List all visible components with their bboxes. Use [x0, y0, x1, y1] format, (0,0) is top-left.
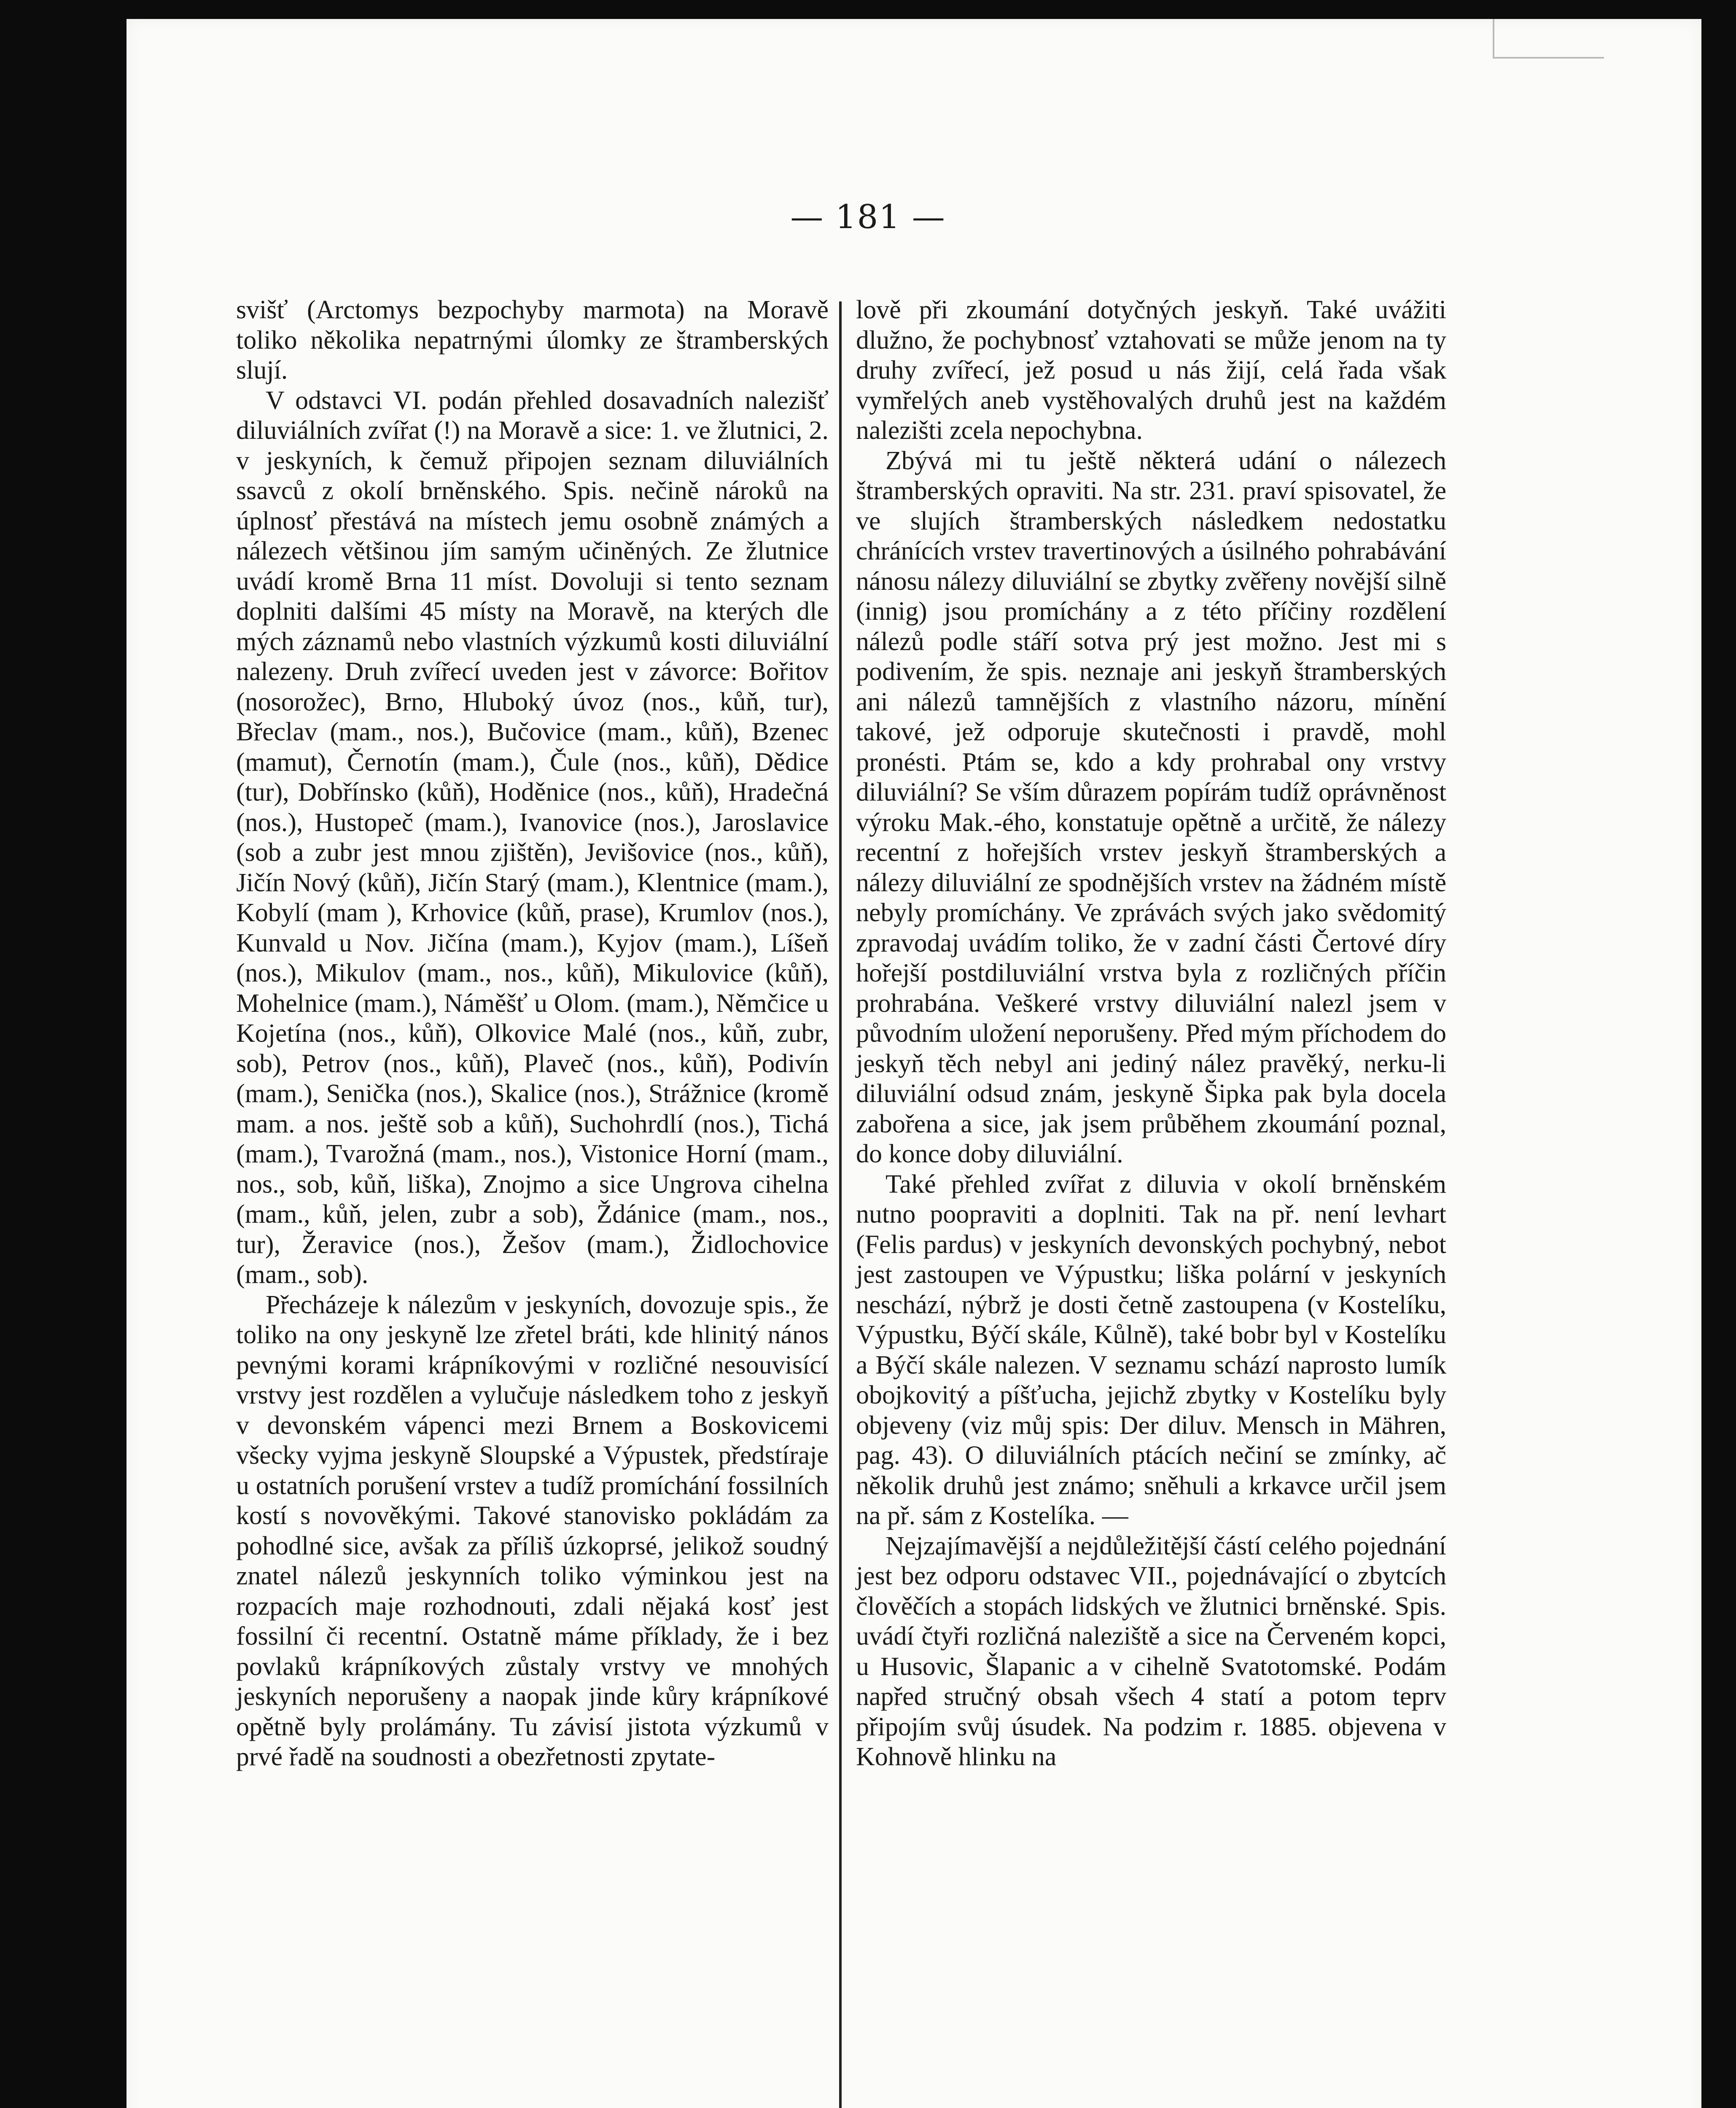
column-divider [839, 301, 842, 2108]
paragraph: lově při zkoumání dotyčných jeskyň. Také uvážiti dlužno, že pochybnosť vztahovati se může jenom na ty druhy zvířecí, jež posud u nás žijí, celá řada však vymřelých aneb vystěhovalých druhů jest na každém nalezišti zcela nepochybna. [856, 296, 1446, 445]
paragraph: Přecházeje k nálezům v jeskyních, dovozuje spis., že toliko na ony jeskyně lze zřetel bráti, kde hlinitý nános pevnými korami krápníkovými v rozličné nesouvisící vrstvy jest rozdělen a vylučuje následkem toho z jeskyň v devonském vápenci mezi Brnem a Boskovicemi všecky vyjma jeskyně Sloupské a Výpustek, předstíraje u ostatních porušení vrstev a tudíž promíchání fossilních kostí s novověkými. Takové stanovisko pokládám za pohodlné sice, avšak za příliš úzkoprsé, jelikož soudný znatel nálezů jeskynních toliko výminkou jest na rozpacích maje rozhodnouti, zdali nějaká kosť jest fossilní či recentní. Ostatně máme příklady, že i bez povlaků krápníkových zůstaly vrstvy ve mnohých jeskyních neporušeny a naopak jinde kůry krápníkové opětně byly prolámány. Tu závisí jistota výzkumů v prvé řadě na soudnosti a obezřetnosti zpytate- [236, 1290, 829, 1771]
paragraph: Nejzajímavější a nejdůležitější částí celého pojednání jest bez odporu odstavec VII., pojednávající o zbytcích člověčích a stopách lidských ve žlutnici brněnské. Spis. uvádí čtyři rozličná naleziště a sice na Červeném kopci, u Husovic, Šlapanic a v cihelně Svatotomské. Podám napřed stručný obsah všech 4 statí a potom teprv připojím svůj úsudek. Na podzim r. 1885. objevena v Kohnově hlinku na [856, 1531, 1446, 1771]
paragraph: Také přehled zvířat z diluvia v okolí brněnském nutno poopraviti a doplniti. Tak na př. není levhart (Felis pardus) v jeskyních devonských pochybný, nebot jest zastoupen ve Výpustku; liška polární v jeskyních neschází, nýbrž je dosti četně zastoupena (v Kostelíku, Výpustku, Býčí skále, Kůlně), také bobr byl v Kostelíku a Býčí skále nalezen. V seznamu schází naprosto lumík obojkovitý a píšťucha, jejichž zbytky v Kostelíku byly objeveny (viz můj spis: Der diluv. Mensch in Mähren, pag. 43). O diluviálních ptácích nečiní se zmínky, ač několik druhů jest známo; sněhuli a krkavce určil jsem na př. sám z Kostelíka. — [856, 1170, 1446, 1530]
right-column [856, 295, 1446, 2108]
paragraph: Zbývá mi tu ještě některá udání o nálezech štramberských opraviti. Na str. 231. praví spisovatel, že ve slujích štramberských následkem nedostatku chránících vrstev travertinových a úsilného pohrabávání nánosu nálezy diluviální se zbytky zvěřeny novější silně (innig) jsou promíchány a z této příčiny rozdělení nálezů podle stáří sotva prý jest možno. Jest mi s podivením, že spis. neznaje ani jeskyň štramberských ani nálezů tamnějších z vlastního názoru, mínění takové, jež odporuje skutečnosti i pravdě, mohl pronésti. Ptám se, kdo a kdy prohrabal ony vrstvy diluviální? Se vším důrazem popírám tudíž oprávněnost výroku Mak.-ého, konstatuje opětně a určitě, že nálezy recentní z hořejších vrstev jeskyň štramberských a nálezy diluviální ze spodnějších vrstev na žádném místě nebyly promíchány. Ve zprávách svých jako svědomitý zpravodaj uvádím toliko, že v zadní části Čertové díry hořejší postdiluviální vrstva byla z rozličných příčin prohrabána. Veškeré vrstvy diluviální nalezl jsem v původním uložení neporušeny. Před mým příchodem do jeskyň těch nebyl ani jediný nález pravěký, nerku-li diluviální odsud znám, jeskyně Šipka pak byla docela zabořena a sice, jak jsem průběhem zkoumání poznal, do konce doby diluviální. [856, 446, 1446, 1168]
paragraph: V odstavci VI. podán přehled dosavadních nalezišť diluviálních zvířat (!) na Moravě a sice: 1. ve žlutnici, 2. v jeskyních, k čemuž připojen seznam diluviálních ssavců z okolí brněnského. Spis. nečině nároků na úplnosť přestává na místech jemu osobně známých a nálezech většinou jím samým učiněných. Ze žlutnice uvádí kromě Brna 11 míst. Dovoluji si tento seznam doplniti dalšími 45 místy na Moravě, na kterých dle mých záznamů nebo vlastních výzkumů kosti diluviální nalezeny. Druh zvířecí uveden jest v závorce: Bořitov (nosorožec), Brno, Hluboký úvoz (nos., kůň, tur), Břeclav (mam., nos.), Bučovice (mam., kůň), Bzenec (mamut), Černotín (mam.), Čule (nos., kůň), Dědice (tur), Dobřínsko (kůň), Hoděnice (nos., kůň), Hradečná (nos.), Hustopeč (mam.), Ivanovice (nos.), Jaroslavice (sob a zubr jest mnou zjištěn), Jevišovice (nos., kůň), Jičín Nový (kůň), Jičín Starý (mam.), Klentnice (mam.), Kobylí (mam ), Krhovice (kůň, prase), Krumlov (nos.), Kunvald u Nov. Jičína (mam.), Kyjov (mam.), Líšeň (nos.), Mikulov (mam., nos., kůň), Mikulovice (kůň), Mohelnice (mam.), Náměšť u Olom. (mam.), Němčice u Kojetína (nos., kůň), Olkovice Malé (nos., kůň, zubr, sob), Petrov (nos., kůň), Plaveč (nos., kůň), Podivín (mam.), Senička (nos.), Skalice (nos.), Strážnice (kromě mam. a nos. ještě sob a kůň), Suchohrdlí (nos.), Tichá (mam.), Tvarožná (mam., nos.), Vistonice Horní (mam., nos., sob, kůň, liška), Znojmo a sice Ungrova cihelna (mam., kůň, jelen, zubr a sob), Ždánice (mam., nos., tur), Žeravice (nos.), Žešov (mam.), Židlochovice (mam., sob). [236, 386, 829, 1289]
paragraph: svišť (Arctomys bezpochyby marmota) na Moravě toliko několika nepatrnými úlomky ze štramberských slují. [236, 296, 829, 384]
left-column [236, 295, 829, 2108]
page-number: — 181 — [790, 198, 946, 236]
corner-mark [1493, 19, 1604, 59]
